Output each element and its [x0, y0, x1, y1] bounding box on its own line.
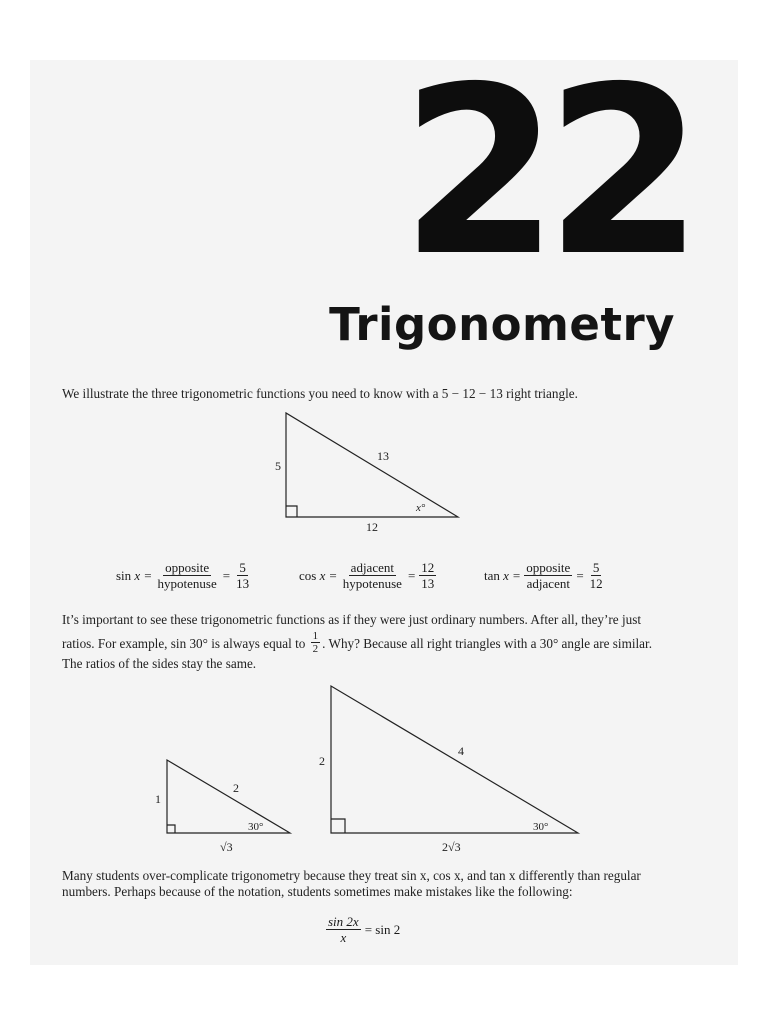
small-angle-label: 30°	[248, 821, 264, 833]
formula-num: sin 2x	[328, 914, 359, 929]
hypotenuse-label: 13	[377, 449, 389, 463]
tan-ratio-den: adjacent	[526, 576, 570, 591]
sin-var: x	[134, 567, 141, 583]
side-horizontal-label: 12	[366, 520, 378, 534]
cos-value-den: 13	[421, 576, 435, 591]
half-num: 1	[312, 630, 319, 643]
misconception-line-1: Many students over-complicate trigonometry because they treat sin x, cos x, and tan x differently than regular	[62, 868, 641, 883]
half-den: 2	[312, 643, 319, 656]
large-hypotenuse-label: 4	[458, 744, 464, 758]
sin-ratio-num: opposite	[165, 560, 210, 575]
misconception-line-2: numbers. Perhaps because of the notation, students sometimes make mistakes like the following:	[62, 884, 573, 899]
sin-value-num: 5	[239, 560, 246, 575]
similarity-paragraph	[62, 608, 672, 671]
tan-fn: tan	[484, 567, 500, 583]
cos-fn: cos	[299, 567, 317, 583]
tan-value-num: 5	[592, 560, 600, 575]
sin-value-den: 13	[236, 576, 250, 591]
tan-value-den: 12	[589, 576, 603, 591]
tan-definition: tan x = $\frac{\text{opposite}}{\text{adjacent}}$ = $\frac{5}{12}$	[484, 560, 603, 591]
similarity-line-3: The ratios of the sides stay the same.	[62, 656, 257, 672]
side-vertical-label: 5	[275, 459, 281, 473]
small-hypotenuse-label: 2	[233, 781, 239, 795]
cos-ratio-den: hypotenuse	[342, 576, 402, 591]
cos-value-num: 12	[421, 560, 435, 575]
triangle-small-30-60-90	[150, 752, 300, 862]
similarity-line-2	[62, 632, 672, 657]
cos-var: x	[319, 567, 326, 583]
similarity-line-2-before: ratios. For example, sin 30° is always equal to	[62, 636, 306, 651]
triangle-large-30-60-90	[315, 680, 585, 860]
tan-var: x	[503, 567, 509, 583]
triangle-5-12-13	[270, 405, 470, 540]
cos-definition: cos x = $\frac{\text{adjacent}}{\text{hypotenuse}}$ = $\frac{12}{13}$	[299, 560, 435, 591]
small-side-horizontal-label: √3	[220, 840, 233, 854]
one-half-fraction	[311, 630, 321, 655]
similarity-line-1: It’s important to see these trigonometric functions as if they were just ordinary numbers. After all, they’re just	[62, 612, 641, 627]
formula-den: x	[340, 930, 347, 945]
small-side-vertical-label: 1	[155, 792, 161, 806]
intro-paragraph: We illustrate the three trigonometric functions you need to know with a 5 − 12 − 13 right triangle.	[62, 386, 578, 401]
similarity-line-2-after: . Why? Because all right triangles with a 30° angle are similar.	[322, 636, 652, 651]
large-side-horizontal-label: 2√3	[442, 840, 461, 854]
large-side-vertical-label: 2	[319, 754, 325, 768]
tan-ratio-num: opposite	[526, 560, 571, 575]
sin-fn: sin	[116, 567, 132, 583]
wrong-simplification-formula	[326, 914, 400, 945]
chapter-title: Trigonometry	[329, 298, 675, 351]
angle-label: x°	[416, 502, 426, 514]
sin-definition: sin x = $\frac{\text{opposite}}{\text{hypotenuse}}$ = $\frac{5}{13}$	[116, 560, 250, 591]
large-angle-label: 30°	[533, 821, 549, 833]
cos-ratio-num: adjacent	[350, 560, 394, 575]
formula-rhs: = sin 2	[364, 921, 401, 937]
misconception-paragraph	[62, 868, 672, 900]
sin-ratio-den: hypotenuse	[157, 576, 217, 591]
chapter-number: 22	[400, 37, 690, 307]
